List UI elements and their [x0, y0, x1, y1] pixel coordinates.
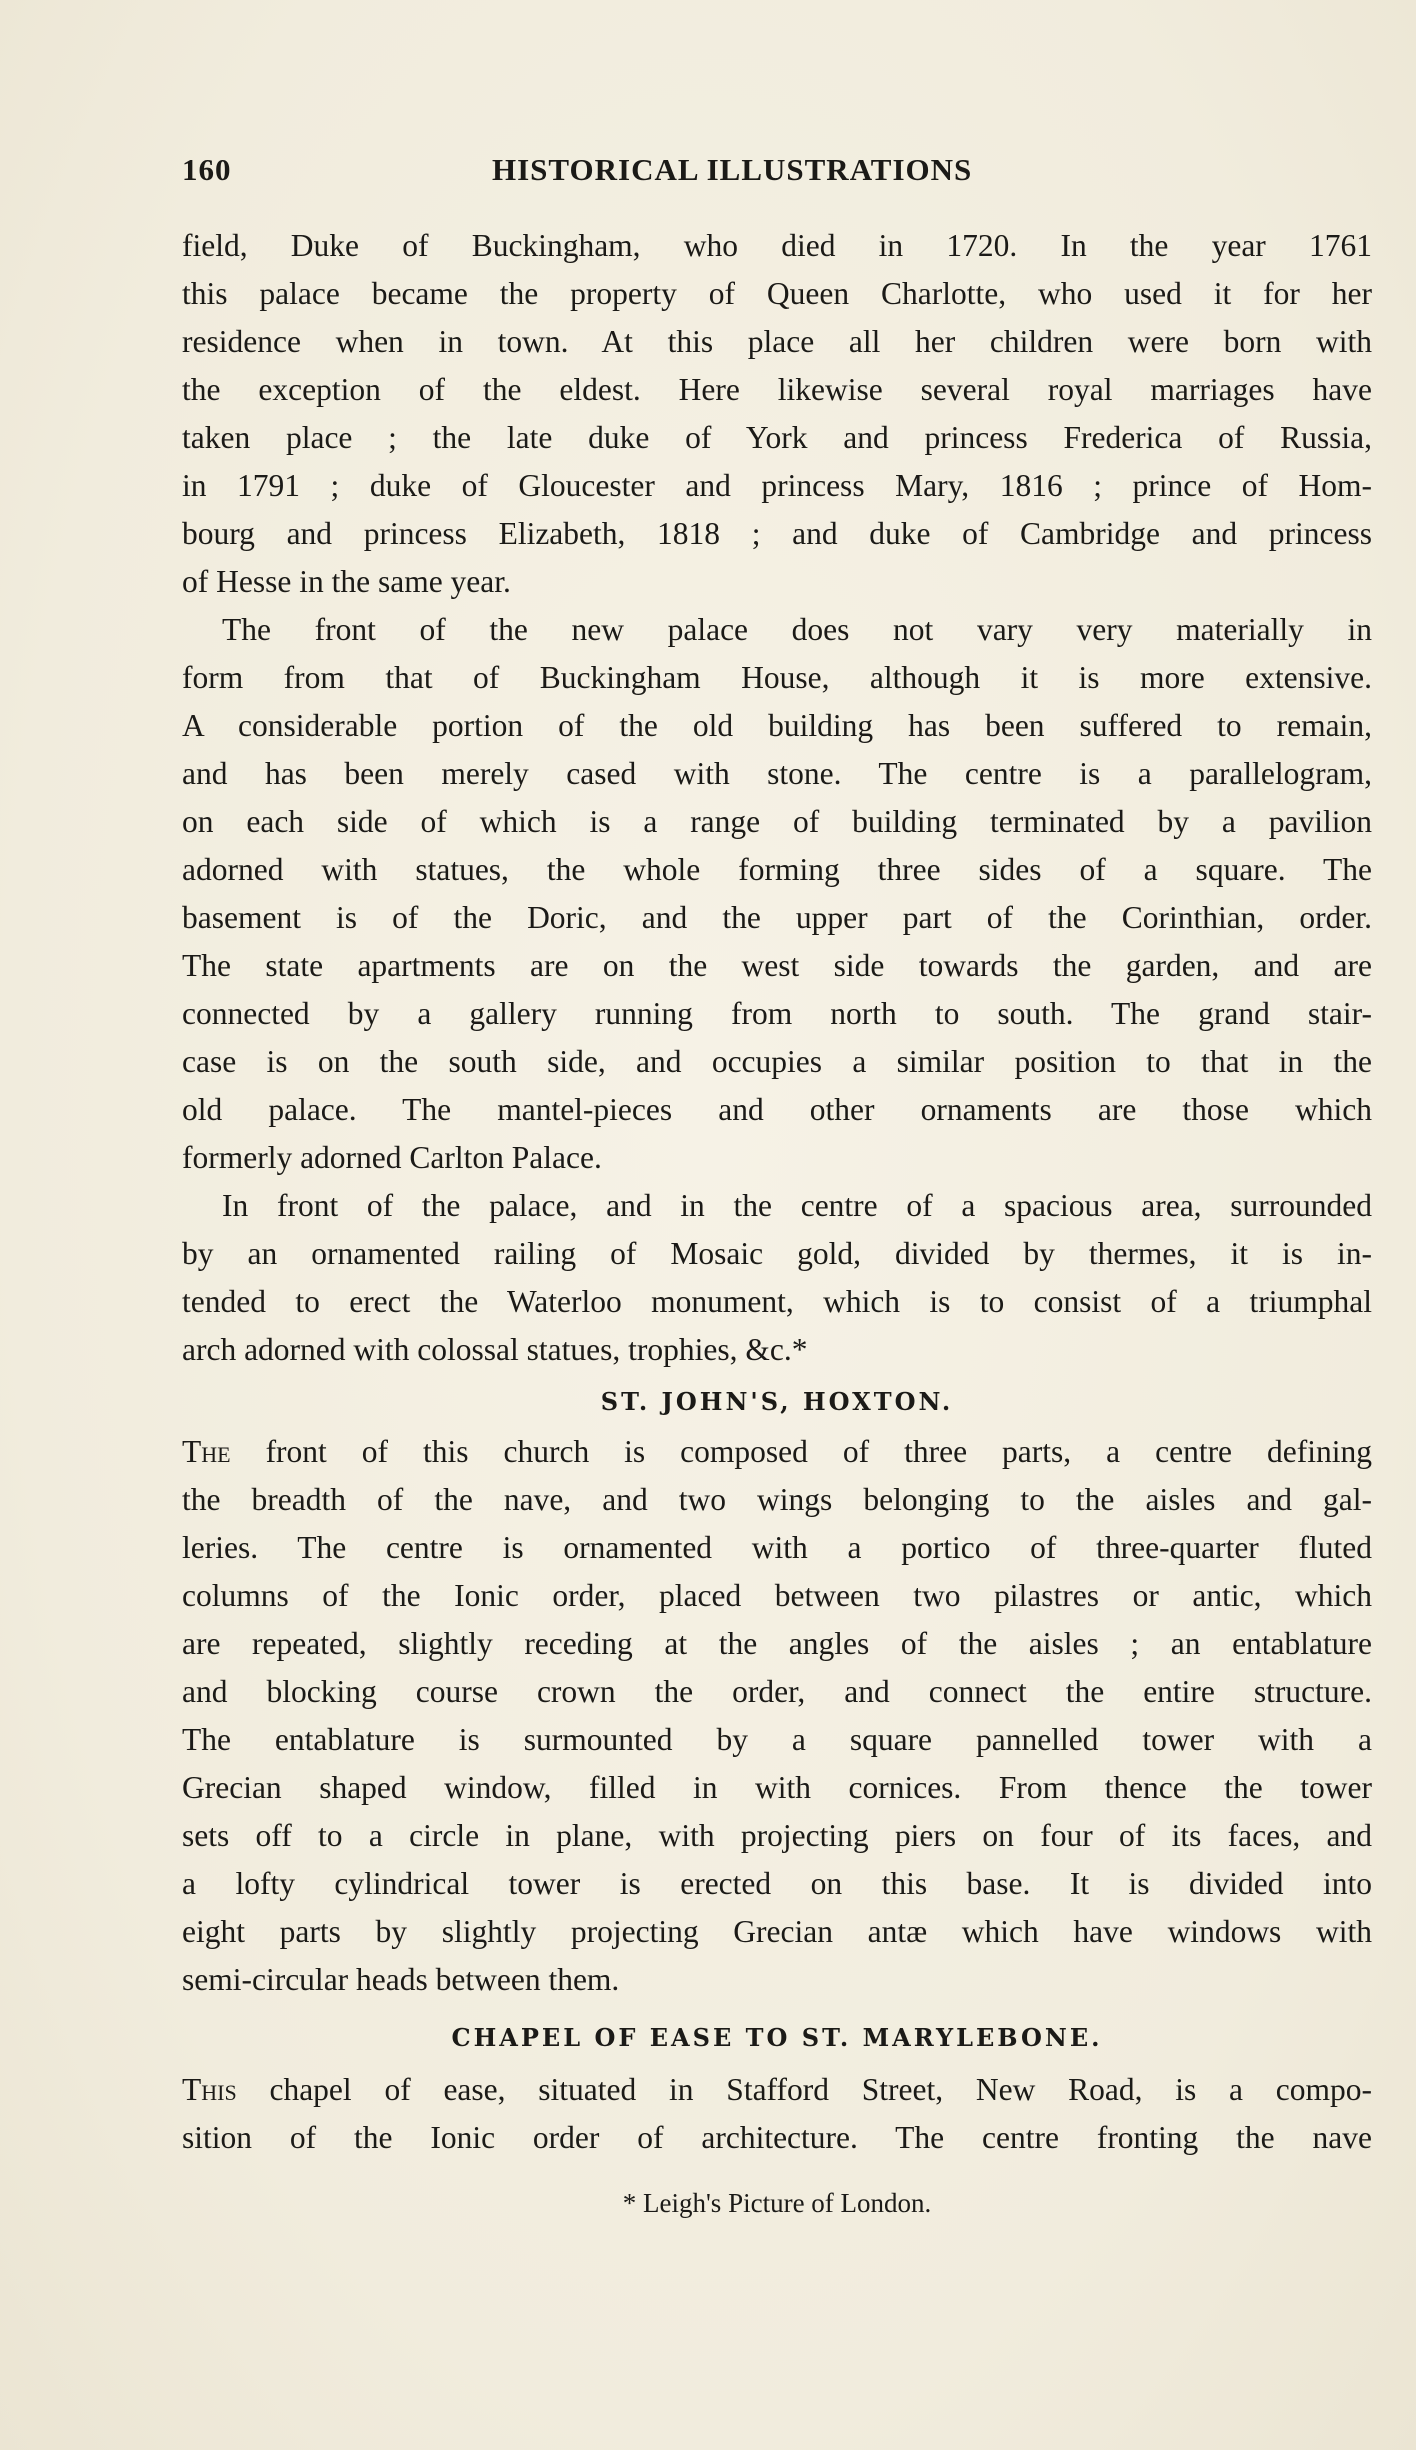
body-line: the exception of the eldest. Here likewise several royal marriages have — [182, 372, 1372, 407]
body-line — [182, 1428, 1372, 1476]
body-line: residence when in town. At this place all her children were born with — [182, 324, 1372, 359]
body-line: sition of the Ionic order of architecture. The centre fronting the nave — [182, 2120, 1372, 2155]
page-number: 160 — [182, 152, 232, 187]
body-line: arch adorned with colossal statues, trophies, &c.* — [182, 1332, 808, 1367]
body-line: taken place ; the late duke of York and princess Frederica of Russia, — [182, 420, 1372, 455]
body-line — [182, 2066, 1372, 2114]
body-line: tended to erect the Waterloo monument, which is to consist of a triumphal — [182, 1284, 1372, 1319]
body-line: and blocking course crown the order, and connect the entire structure. — [182, 1674, 1372, 1709]
body-line: In front of the palace, and in the centre of a spacious area, surrounded — [222, 1188, 1372, 1223]
section-heading-st-johns: ST. JOHN'S, HOXTON. — [600, 1387, 954, 1416]
body-line: sets off to a circle in plane, with projecting piers on four of its faces, and — [182, 1818, 1372, 1853]
drop-word: This — [182, 2072, 237, 2107]
body-line: are repeated, slightly receding at the angles of the aisles ; an entablature — [182, 1626, 1372, 1661]
body-line: The state apartments are on the west side towards the garden, and are — [182, 948, 1372, 983]
body-line: the breadth of the nave, and two wings belonging to the aisles and gal- — [182, 1482, 1372, 1517]
line-text: front of this church is composed of three parts, a centre defining — [230, 1434, 1372, 1469]
body-line: adorned with statues, the whole forming three sides of a square. The — [182, 852, 1372, 887]
body-line: bourg and princess Elizabeth, 1818 ; and duke of Cambridge and princess — [182, 516, 1372, 551]
body-line: columns of the Ionic order, placed between two pilastres or antic, which — [182, 1578, 1372, 1613]
body-line: and has been merely cased with stone. The centre is a parallelogram, — [182, 756, 1372, 791]
body-line: this palace became the property of Queen Charlotte, who used it for her — [182, 276, 1372, 311]
body-line: in 1791 ; duke of Gloucester and princess Mary, 1816 ; prince of Hom- — [182, 468, 1372, 503]
body-line: The front of the new palace does not vary very materially in — [222, 612, 1372, 647]
body-line: a lofty cylindrical tower is erected on this base. It is divided into — [182, 1866, 1372, 1901]
body-line: field, Duke of Buckingham, who died in 1720. In the year 1761 — [182, 228, 1372, 263]
body-line: formerly adorned Carlton Palace. — [182, 1140, 602, 1175]
running-title: HISTORICAL ILLUSTRATIONS — [492, 152, 973, 187]
body-line: Grecian shaped window, filled in with cornices. From thence the tower — [182, 1770, 1372, 1805]
body-line: eight parts by slightly projecting Grecian antæ which have windows with — [182, 1914, 1372, 1949]
drop-word: The — [182, 1434, 231, 1469]
body-line: A considerable portion of the old building has been suffered to remain, — [182, 708, 1372, 743]
section-heading-chapel-of-ease: CHAPEL OF EASE TO ST. MARYLEBONE. — [451, 2023, 1103, 2052]
line-text: chapel of ease, situated in Stafford Street, New Road, is a compo- — [236, 2072, 1372, 2107]
body-line: old palace. The mantel-pieces and other ornaments are those which — [182, 1092, 1372, 1127]
body-line: of Hesse in the same year. — [182, 564, 511, 599]
body-line: case is on the south side, and occupies a similar position to that in the — [182, 1044, 1372, 1079]
body-line: form from that of Buckingham House, although it is more extensive. — [182, 660, 1372, 695]
body-line: leries. The centre is ornamented with a portico of three-quarter fluted — [182, 1530, 1372, 1565]
body-line: semi-circular heads between them. — [182, 1962, 620, 1997]
body-line: by an ornamented railing of Mosaic gold, divided by thermes, it is in- — [182, 1236, 1372, 1271]
page-header — [182, 152, 1372, 196]
body-line: basement is of the Doric, and the upper part of the Corinthian, order. — [182, 900, 1372, 935]
footnote: * Leigh's Picture of London. — [622, 2188, 932, 2218]
body-line: The entablature is surmounted by a square pannelled tower with a — [182, 1722, 1372, 1757]
body-line: on each side of which is a range of building terminated by a pavilion — [182, 804, 1372, 839]
body-line: connected by a gallery running from north to south. The grand stair- — [182, 996, 1372, 1031]
